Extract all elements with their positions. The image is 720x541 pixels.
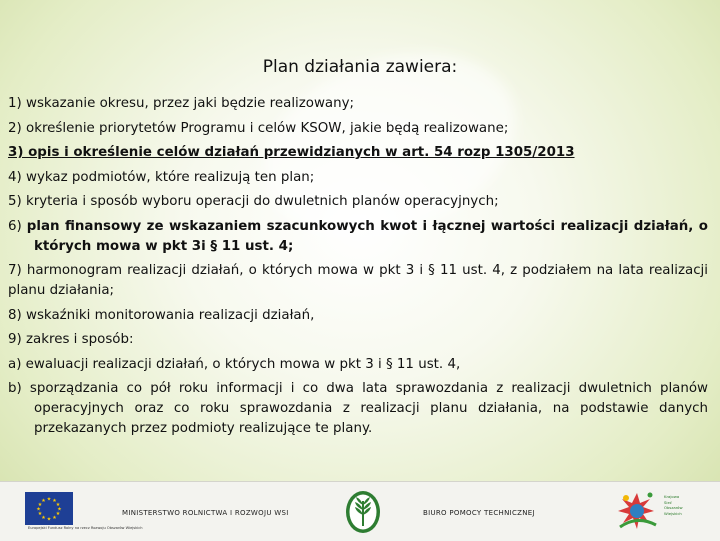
ksow-logo-icon [612, 489, 662, 533]
ksow-text: Krajowa Sieć Obszarów Wiejskich [664, 494, 683, 516]
list-item-2: 2) określenie priorytetów Programu i celów KSOW, jakie będą realizowane; [8, 120, 509, 136]
svg-text:★: ★ [52, 515, 57, 521]
svg-text:★: ★ [41, 515, 46, 521]
list-item-5: 5) kryteria i sposób wyboru operacji do dwuletnich planów operacyjnych; [8, 194, 499, 209]
footer-bar [0, 481, 720, 541]
list-item-b: b) sporządzania co pół roku informacji i co dwa lata sprawozdania z realizacji dwuletnich planów operacyjnych oraz co roku sprawozdania z realizacji planu działania, na podstawie danych przekazanych przez podmioty realizujące te plany. [8, 381, 708, 436]
eu-caption: Europejski Fundusz Rolny na rzecz Rozwoju Obszarów Wiejskich [28, 526, 143, 530]
ministry-emblem-icon [343, 489, 383, 535]
list-item-4: 4) wykaz podmiotów, które realizują ten plan; [8, 169, 315, 185]
list-item-6-number: 6) [8, 218, 27, 234]
svg-text:★: ★ [57, 506, 62, 513]
svg-text:★: ★ [37, 511, 43, 517]
list-item-9: 9) zakres i sposób: [8, 332, 134, 347]
svg-text:★: ★ [52, 498, 57, 504]
list-item-3: 3) opis i określenie celów działań przewidzianych w art. 54 rozp 1305/2013 [8, 145, 575, 160]
svg-text:★: ★ [46, 496, 52, 503]
list-item-6-text: plan finansowy ze wskazaniem szacunkowych kwot i łącznej wartości realizacji działań, o których mowa w pkt 3i § 11 ust. 4; [26, 218, 708, 254]
slide-content [8, 94, 708, 444]
svg-text:★: ★ [36, 506, 41, 513]
svg-text:★: ★ [41, 498, 46, 504]
list-item-7: 7) harmonogram realizacji działań, o których mowa w pkt 3 i § 11 ust. 4, z podziałem na lata realizacji planu działania; [8, 263, 708, 298]
svg-text:★: ★ [46, 516, 52, 523]
list-item-6 [8, 217, 708, 257]
svg-text:★: ★ [37, 502, 43, 508]
eu-flag-icon [25, 492, 73, 525]
ministry-label: MINISTERSTWO ROLNICTWA I ROZWOJU WSI [122, 509, 289, 517]
slide-title: Plan działania zawiera: [262, 57, 458, 77]
svg-text:★: ★ [55, 511, 61, 517]
list-item-a: a) ewaluacji realizacji działań, o których mowa w pkt 3 i § 11 ust. 4, [8, 356, 461, 372]
svg-text:★: ★ [55, 502, 61, 508]
biuro-label: BIURO POMOCY TECHNICZNEJ [423, 509, 535, 517]
list-item-1: 1) wskazanie okresu, przez jaki będzie realizowany; [8, 96, 355, 111]
list-item-8: 8) wskaźniki monitorowania realizacji działań, [8, 307, 315, 323]
